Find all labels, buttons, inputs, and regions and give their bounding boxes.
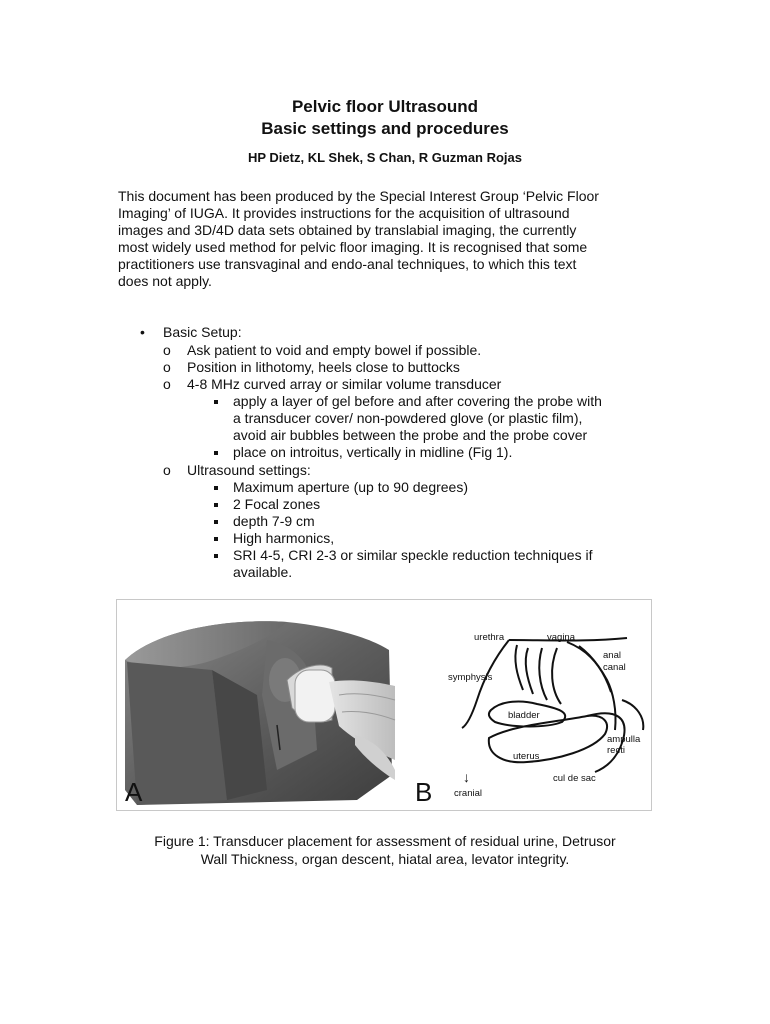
setup-subitem-place: place on introitus, vertically in midline (Fig 1). bbox=[233, 444, 513, 460]
panel-b-label: B bbox=[415, 777, 433, 807]
bullet-circle: o bbox=[163, 342, 171, 358]
label-anal: anal bbox=[603, 650, 621, 661]
intro-line: does not apply. bbox=[118, 273, 212, 289]
label-canal: canal bbox=[603, 662, 626, 673]
setup-heading: Basic Setup: bbox=[163, 324, 242, 340]
intro-line: This document has been produced by the Special Interest Group ‘Pelvic Floor bbox=[118, 188, 599, 204]
setting-harmonics: High harmonics, bbox=[233, 530, 335, 546]
setting-sri-1: SRI 4-5, CRI 2-3 or similar speckle reduction techniques if bbox=[233, 547, 593, 563]
figure-illustration bbox=[117, 600, 651, 810]
intro-line: most widely used method for pelvic floor imaging. It is recognised that some bbox=[118, 239, 588, 255]
label-ampulla: ampulla bbox=[607, 734, 641, 745]
setting-focal: 2 Focal zones bbox=[233, 496, 321, 512]
setup-item-position: Position in lithotomy, heels close to buttocks bbox=[187, 359, 460, 375]
arrow-down-icon: ↓ bbox=[463, 769, 470, 785]
figure-caption bbox=[0, 832, 770, 868]
bullet-square bbox=[214, 520, 218, 524]
bullet-circle: o bbox=[163, 376, 171, 392]
caption-line-1: Figure 1: Transducer placement for assessment of residual urine, Detrusor bbox=[154, 833, 616, 849]
setting-aperture: Maximum aperture (up to 90 degrees) bbox=[233, 479, 468, 495]
intro-line: practitioners use transvaginal and endo-anal techniques, to which this text bbox=[118, 256, 577, 272]
intro-paragraph bbox=[118, 188, 658, 290]
setup-subitem-gel-2: a transducer cover/ non-powdered glove (or plastic film), bbox=[233, 410, 583, 426]
setup-item-us-settings: Ultrasound settings: bbox=[187, 462, 311, 478]
setup-subitem-gel-3: avoid air bubbles between the probe and the probe cover bbox=[233, 427, 588, 443]
bullet-square bbox=[214, 537, 218, 541]
title-line-2: Basic settings and procedures bbox=[261, 119, 509, 138]
bullet-square bbox=[214, 400, 218, 404]
bullet-circle: o bbox=[163, 359, 171, 375]
figure-1 bbox=[116, 599, 652, 811]
bullet-square bbox=[214, 554, 218, 558]
setting-sri-2: available. bbox=[233, 564, 293, 580]
label-recti: recti bbox=[607, 745, 625, 756]
bullet-circle: o bbox=[163, 462, 171, 478]
label-cranial: cranial bbox=[454, 788, 482, 799]
label-urethra: urethra bbox=[474, 632, 505, 643]
label-vagina: vagina bbox=[547, 632, 575, 643]
authors: HP Dietz, KL Shek, S Chan, R Guzman Rojas bbox=[247, 150, 523, 165]
panel-a-label: A bbox=[125, 777, 143, 807]
title-line-1: Pelvic floor Ultrasound bbox=[291, 97, 479, 116]
setup-item-void: Ask patient to void and empty bowel if possible. bbox=[187, 342, 482, 358]
bullet-square bbox=[214, 451, 218, 455]
intro-line: Imaging’ of IUGA. It provides instructions for the acquisition of ultrasound bbox=[118, 205, 570, 221]
intro-line: images and 3D/4D data sets obtained by translabial imaging, the currently bbox=[118, 222, 577, 238]
panel-a-photo bbox=[120, 608, 395, 808]
label-uterus: uterus bbox=[513, 751, 540, 762]
caption-line-2: Wall Thickness, organ descent, hiatal area, levator integrity. bbox=[200, 851, 570, 867]
label-bladder: bladder bbox=[508, 710, 540, 721]
label-cul-de-sac: cul de sac bbox=[553, 773, 596, 784]
setup-subitem-gel-1: apply a layer of gel before and after covering the probe with bbox=[233, 393, 602, 409]
bullet-dot: • bbox=[140, 324, 145, 340]
setting-depth: depth 7-9 cm bbox=[233, 513, 315, 529]
label-symphysis: symphysis bbox=[448, 672, 493, 683]
bullet-square bbox=[214, 503, 218, 507]
setup-item-transducer: 4-8 MHz curved array or similar volume transducer bbox=[187, 376, 502, 392]
bullet-square bbox=[214, 486, 218, 490]
